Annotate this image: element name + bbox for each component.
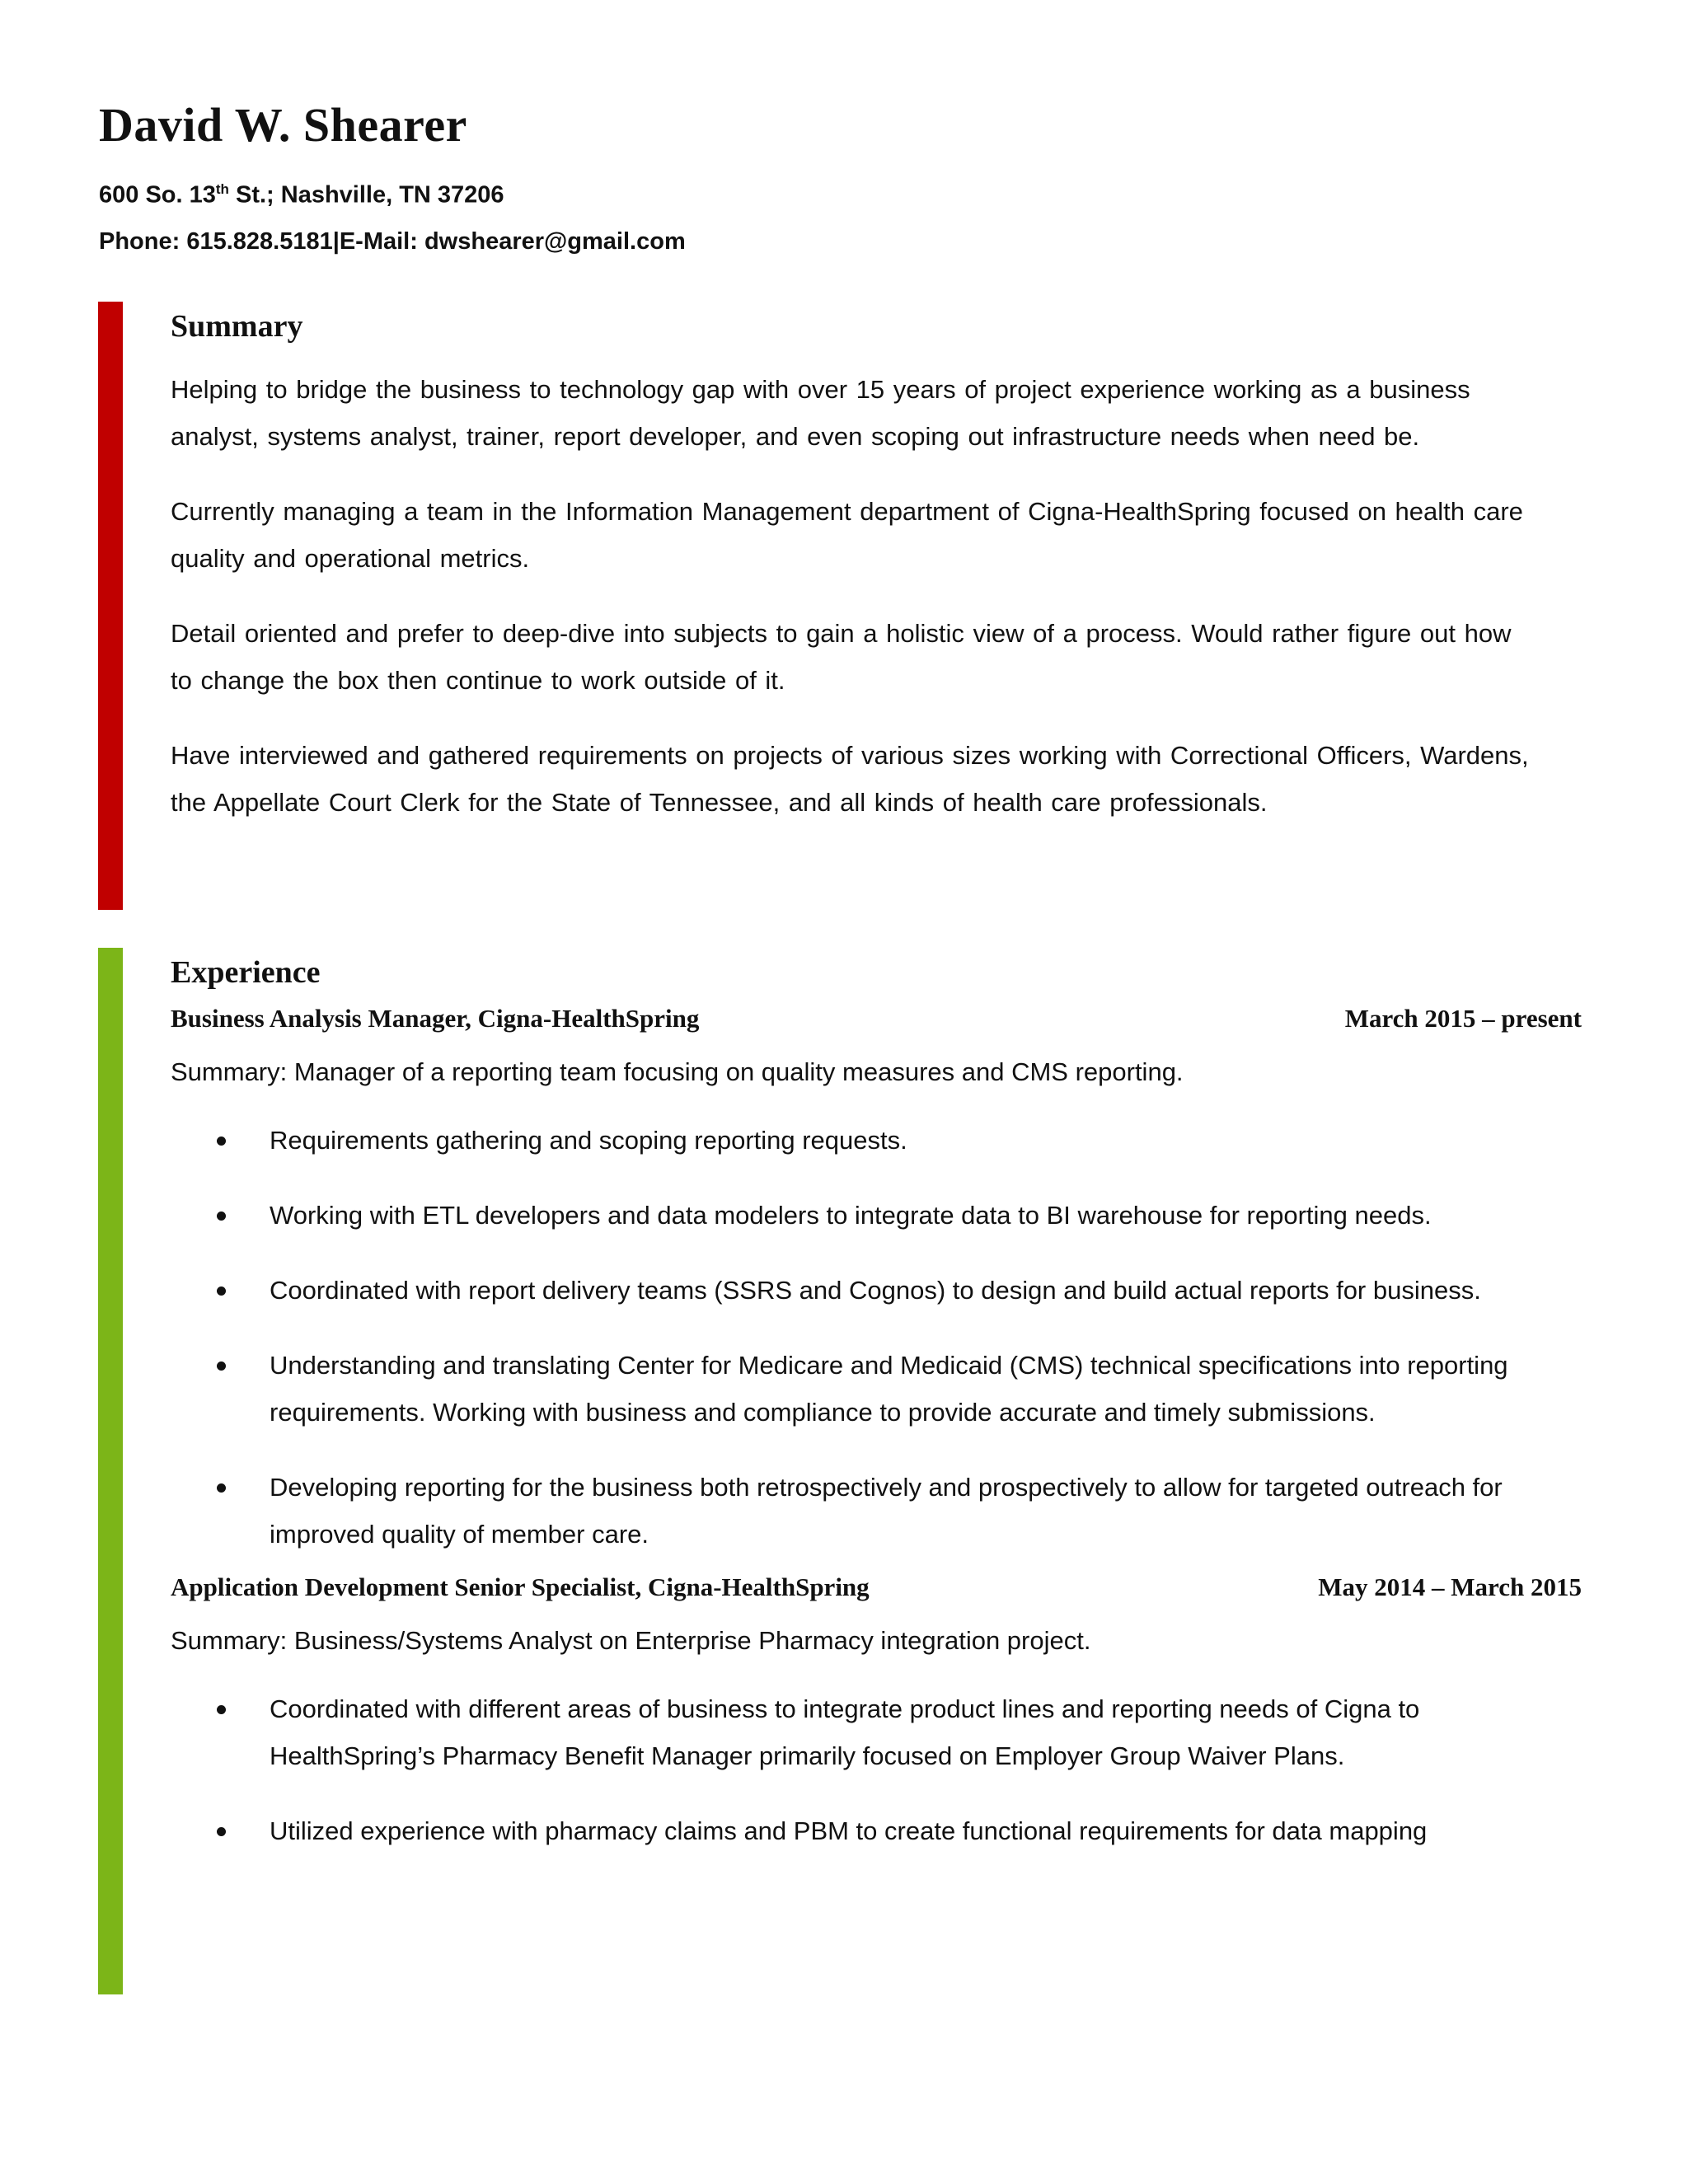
job-bullet-text: Developing reporting for the business both retrospectively and prospectively to allow for targeted outreach for improved quality of member care. xyxy=(270,1473,1503,1549)
address-ordinal: th xyxy=(215,181,229,197)
address-line xyxy=(99,181,504,209)
bullet-icon xyxy=(217,1361,226,1371)
job-bullet xyxy=(171,1117,1588,1164)
summary-heading: Summary xyxy=(171,309,303,344)
job-header xyxy=(171,1572,1582,1602)
job-title: Application Development Senior Specialist, Cigna-HealthSpring xyxy=(171,1572,870,1601)
bullet-icon xyxy=(217,1212,226,1221)
job-bullet xyxy=(171,1267,1588,1314)
job-bullet-text: Requirements gathering and scoping reporting requests. xyxy=(270,1126,907,1155)
job-summary: Summary: Manager of a reporting team focusing on quality measures and CMS reporting. xyxy=(171,1057,1184,1086)
job-title: Business Analysis Manager, Cigna-HealthSpring xyxy=(171,1004,700,1033)
job-bullet-text: Utilized experience with pharmacy claims and PBM to create functional requirements for data mapping xyxy=(270,1816,1428,1845)
experience-heading: Experience xyxy=(171,955,321,990)
experience-content xyxy=(171,948,1588,1882)
job-bullet xyxy=(171,1807,1588,1854)
job-summary: Summary: Business/Systems Analyst on Enterprise Pharmacy integration project. xyxy=(171,1626,1091,1655)
job-entry xyxy=(171,1004,1588,1558)
job-bullet-text: Coordinated with different areas of business to integrate product lines and reporting needs of Cigna to HealthSpring’s Pharmacy Benefit Manager primarily focused on Employer Group Waiver Plans. xyxy=(270,1694,1420,1770)
job-entry xyxy=(171,1572,1588,1854)
job-dates: May 2014 – March 2015 xyxy=(1318,1572,1582,1601)
address-city: St.; Nashville, TN 37206 xyxy=(228,181,504,209)
summary-content xyxy=(171,302,1588,854)
bullet-icon xyxy=(217,1286,226,1296)
job-bullet-text: Understanding and translating Center for Medicare and Medicaid (CMS) technical specifications into reporting requirements. Working with business and compliance to provide accurate and timely submissions. xyxy=(270,1351,1508,1427)
job-dates: March 2015 – present xyxy=(1344,1004,1582,1033)
summary-accent-bar xyxy=(98,302,123,910)
candidate-name: David W. Shearer xyxy=(99,98,467,152)
job-bullet xyxy=(171,1342,1588,1436)
address-street: 600 So. 13 xyxy=(99,181,216,209)
summary-paragraph: Currently managing a team in the Information Management department of Cigna-HealthSpring focused on health care quality and operational metrics. xyxy=(171,497,1523,573)
job-header xyxy=(171,1004,1582,1033)
contact-line: Phone: 615.828.5181|E-Mail: dwshearer@gmail.com xyxy=(99,228,686,255)
bullet-icon xyxy=(217,1483,226,1493)
job-bullet-list xyxy=(171,1685,1588,1854)
experience-accent-bar xyxy=(98,948,123,1994)
summary-paragraph: Detail oriented and prefer to deep-dive into subjects to gain a holistic view of a process. Would rather figure out how to change the box then continue to work outside of it. xyxy=(171,619,1512,695)
summary-section xyxy=(98,302,1582,910)
job-bullet-list xyxy=(171,1117,1588,1558)
bullet-icon xyxy=(217,1137,226,1146)
experience-section xyxy=(98,948,1582,1994)
summary-paragraph: Helping to bridge the business to technology gap with over 15 years of project experience working as a business analyst, systems analyst, trainer, report developer, and even scoping out infrastructure needs when need be. xyxy=(171,375,1470,451)
job-bullet-text: Working with ETL developers and data modelers to integrate data to BI warehouse for reporting needs. xyxy=(270,1201,1432,1230)
job-bullet-text: Coordinated with report delivery teams (SSRS and Cognos) to design and build actual reports for business. xyxy=(270,1276,1481,1305)
job-bullet xyxy=(171,1464,1588,1558)
bullet-icon xyxy=(217,1705,226,1714)
job-bullet xyxy=(171,1192,1588,1239)
job-bullet xyxy=(171,1685,1588,1779)
bullet-icon xyxy=(217,1827,226,1836)
summary-paragraph: Have interviewed and gathered requirements on projects of various sizes working with Correctional Officers, Wardens, the Appellate Court Clerk for the State of Tennessee, and all kinds of health care professionals. xyxy=(171,741,1529,817)
